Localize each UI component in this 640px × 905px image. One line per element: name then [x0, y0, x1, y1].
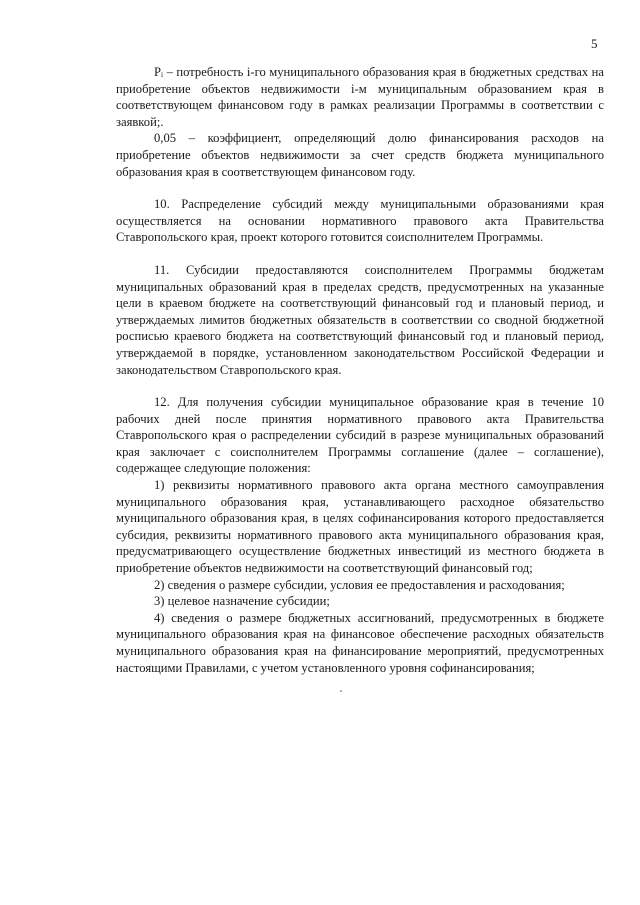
- paragraph-section-12: 12. Для получения субсидии муниципальное образование края в течение 10 рабочих дней после принятия нормативного правового акта Правительства Ставропольского края о распределении субсидий в разрезе муниципальных образований края заключает с соисполнителем Программы соглашение (далее – соглашение), содержащее следующие положения:: [116, 395, 604, 476]
- document-body: [116, 64, 604, 676]
- list-item-3: 3) целевое назначение субсидии;: [154, 594, 330, 609]
- paragraph-section-11: 11. Субсидии предоставляются соисполнителем Программы бюджетам муниципальных образований края в пределах средств, предусмотренных на указанные цели в краевом бюджете на соответствующий финансовый год и плановый период, и утверждаемых лимитов бюджетных обязательств в соответствии со сводной бюджетной росписью краевого бюджета на соответствующий финансовый год и плановый период, утверждаемой в порядке, установленном законодательством Российской Федерации и законодательством Ставропольского края.: [116, 262, 604, 377]
- paragraph-section-10: 10. Распределение субсидий между муниципальными образованиями края осуществляется на основании нормативного правового акта Правительства Ставропольского края, проект которого готовится соисполнителем Программы.: [116, 197, 604, 245]
- list-item-4: 4) сведения о размере бюджетных ассигнований, предусмотренных в бюджете муниципального образования края на финансовое обеспечение расходных обязательств муниципального образования края на финансирование мероприятий, предусмотренных настоящими Правилами, с учетом установленного уровня софинансирования;: [116, 610, 604, 675]
- list-item-2: 2) сведения о размере субсидии, условия ее предоставления и расходования;: [154, 577, 565, 592]
- page-number: 5: [591, 36, 598, 51]
- scan-artifact-dot: [340, 690, 342, 692]
- paragraph-definition-pi: Pᵢ – потребность i-го муниципального образования края в бюджетных средствах на приобретение объектов недвижимости i-м муниципальным образованием края в соответствующем финансовом году в рамках реализации Программы в соответствии с заявкой;.: [116, 65, 604, 129]
- paragraph-definition-coefficient: 0,05 – коэффициент, определяющий долю финансирования расходов на приобретение объектов недвижимости за счет средств бюджета муниципального образования края в соответствующем финансовом году.: [116, 131, 604, 179]
- list-item-1: 1) реквизиты нормативного правового акта органа местного самоуправления муниципального образования края, устанавливающего расходное обязательство муниципального образования края, в целях софинансирования которого предоставляется субсидия, реквизиты нормативного правового акта муниципального образования края, предусматривающего осуществление бюджетных инвестиций из местного бюджета в приобретение объектов недвижимости на соответствующий финансовый год;: [116, 478, 604, 576]
